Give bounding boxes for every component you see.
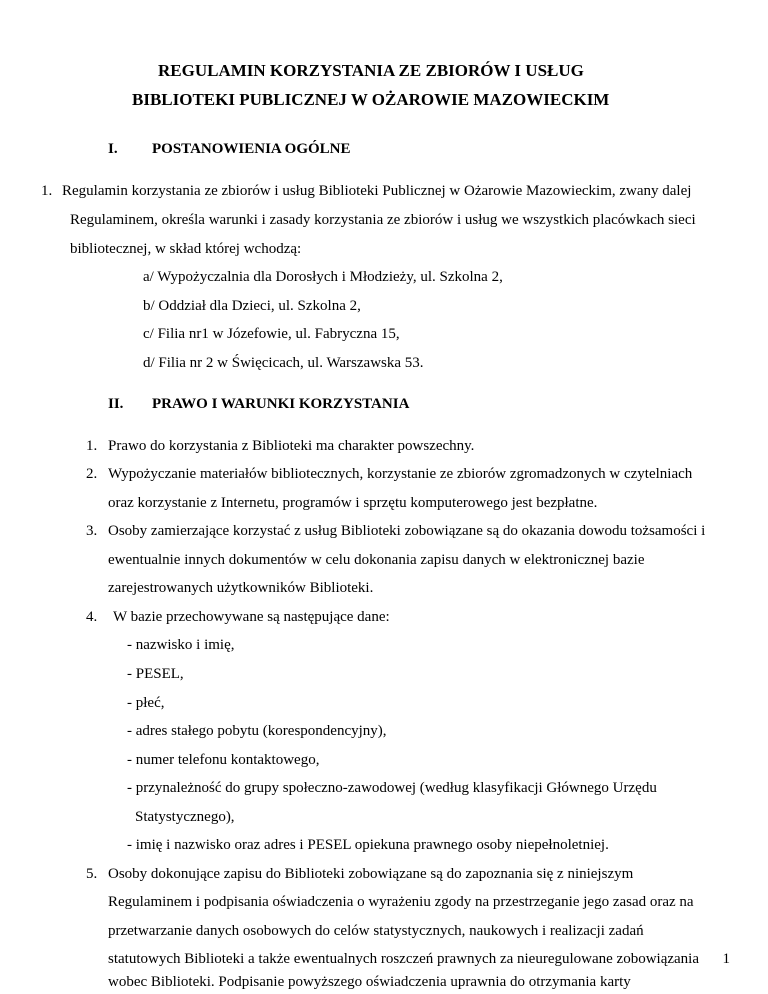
section-2-item-number: 5. xyxy=(86,866,98,882)
data-list-item: Statystycznego), xyxy=(135,809,235,825)
data-list-item: - PESEL, xyxy=(127,666,184,682)
section-1-item-1-line-2: Regulaminem, określa warunki i zasady korzystania ze zbiorów i usług we wszystkich placówkach sieci xyxy=(70,212,696,228)
section-1-heading: POSTANOWIENIA OGÓLNE xyxy=(152,141,351,157)
data-list-item: - płeć, xyxy=(127,695,165,711)
page-number: 1 xyxy=(722,951,730,967)
branch-list-item: c/ Filia nr1 w Józefowie, ul. Fabryczna 15, xyxy=(143,326,400,342)
section-2-item-2-line-1: Wypożyczanie materiałów bibliotecznych, korzystanie ze zbiorów zgromadzonych w czytelniach xyxy=(108,466,693,482)
document-title-line-2: BIBLIOTEKI PUBLICZNEJ W OŻAROWIE MAZOWIECKIM xyxy=(132,90,610,109)
branch-list-item: b/ Oddział dla Dzieci, ul. Szkolna 2, xyxy=(143,298,361,314)
section-2-item-5-line-5: wobec Biblioteki. Podpisanie powyższego oświadczenia uprawnia do otrzymania karty xyxy=(108,974,631,990)
section-2-item-3-line-3: zarejestrowanych użytkowników Biblioteki. xyxy=(108,580,374,596)
section-2-item-5-line-1: Osoby dokonujące zapisu do Biblioteki zobowiązane są do zapoznania się z niniejszym xyxy=(108,866,634,882)
document-title-line-1: REGULAMIN KORZYSTANIA ZE ZBIORÓW I USŁUG xyxy=(158,61,584,80)
section-2-item-5-line-4: statutowych Biblioteki a także ewentualnych roszczeń prawnych za nieuregulowane zobowiązania xyxy=(108,951,700,967)
section-1-number: I. xyxy=(108,141,118,157)
section-2-number: II. xyxy=(108,396,124,412)
section-2-item-5-line-3: przetwarzanie danych osobowych do celów statystycznych, naukowych i realizacji zadań xyxy=(108,923,644,939)
section-1-item-1-line-1: Regulamin korzystania ze zbiorów i usług Biblioteki Publicznej w Ożarowie Mazowieckim, zwany dalej xyxy=(62,183,692,199)
section-2-item-2-line-2: oraz korzystanie z Internetu, programów i sprzętu komputerowego jest bezpłatne. xyxy=(108,495,598,511)
data-list-item: - adres stałego pobytu (korespondencyjny), xyxy=(127,723,387,739)
section-2-item-number: 2. xyxy=(86,466,98,482)
section-2-item-3-line-1: Osoby zamierzające korzystać z usług Biblioteki zobowiązane są do okazania dowodu tożsamości i xyxy=(108,523,706,539)
data-list-item: - nazwisko i imię, xyxy=(127,637,235,653)
section-1-item-1-line-3: bibliotecznej, w skład której wchodzą: xyxy=(70,241,302,257)
section-2-item-number: 1. xyxy=(86,438,98,454)
section-2-item-number: 4. xyxy=(86,609,98,625)
branch-list-item: d/ Filia nr 2 w Święcicach, ul. Warszawska 53. xyxy=(143,355,424,371)
section-2-item-4-line-1: W bazie przechowywane są następujące dane: xyxy=(113,609,390,625)
data-list-item: - przynależność do grupy społeczno-zawodowej (według klasyfikacji Głównego Urzędu xyxy=(127,780,657,796)
section-2-item-3-line-2: ewentualnie innych dokumentów w celu dokonania zapisu danych w elektronicznej bazie xyxy=(108,552,645,568)
section-1-item-1-number: 1. xyxy=(41,183,53,199)
branch-list-item: a/ Wypożyczalnia dla Dorosłych i Młodzieży, ul. Szkolna 2, xyxy=(143,269,503,285)
section-2-heading: PRAWO I WARUNKI KORZYSTANIA xyxy=(152,396,410,412)
section-2-item-5-line-2: Regulaminem i podpisania oświadczenia o wyrażeniu zgody na przestrzeganie jego zasad oraz na xyxy=(108,894,694,910)
section-2-item-number: 3. xyxy=(86,523,98,539)
data-list-item: - imię i nazwisko oraz adres i PESEL opiekuna prawnego osoby niepełnoletniej. xyxy=(127,837,609,853)
data-list-item: - numer telefonu kontaktowego, xyxy=(127,752,320,768)
section-2-item-1-line-1: Prawo do korzystania z Biblioteki ma charakter powszechny. xyxy=(108,438,475,454)
